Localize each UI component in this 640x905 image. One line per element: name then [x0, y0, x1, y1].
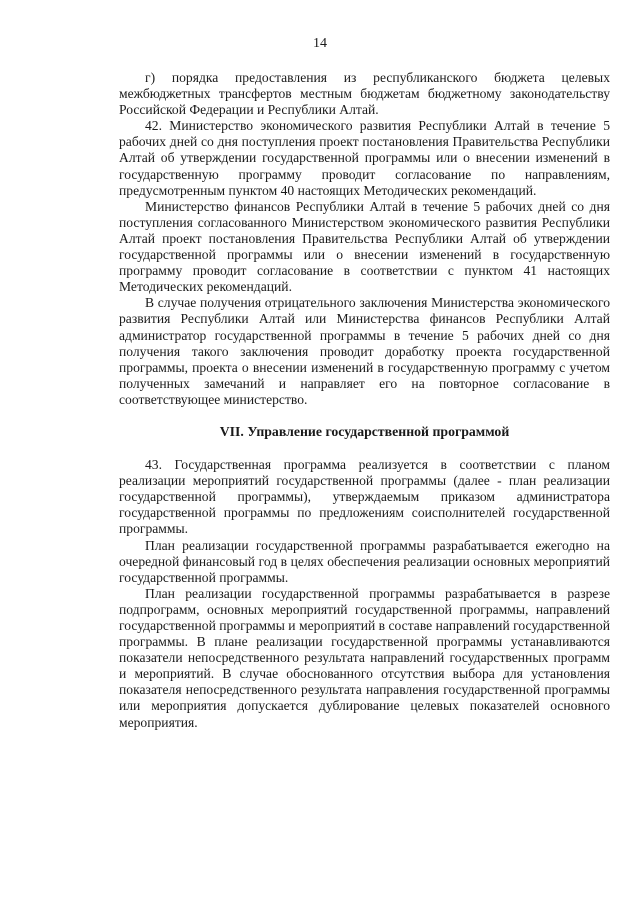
page-number: 14: [313, 36, 327, 51]
paragraph-42-economic-ministry: 42. Министерство экономического развития Республики Алтай в течение 5 рабочих дней со дня поступления проект постановления Правительства Республики Алтай об утверждении государственной программы или о внесении изменений в государственную программу проводит согласование по направлениям, предусмотренным пунктом 40 настоящих Методических рекомендаций.: [119, 118, 610, 198]
paragraph-plan-annual: План реализации государственной программы разрабатывается ежегодно на очередной финансовый год в целях обеспечения реализации основных мероприятий государственной программы.: [119, 537, 610, 585]
document-body: [119, 70, 610, 731]
paragraph-43-implementation: 43. Государственная программа реализуется в соответствии с планом реализации мероприятий государственной программы (далее - план реализации государственной программы), утверждаемым приказом администратора государственной программы по предложениям соисполнителей государственной программы.: [119, 457, 610, 537]
paragraph-finance-ministry: Министерство финансов Республики Алтай в течение 5 рабочих дней со дня поступления согласованного Министерством экономического развития Республики Алтай проект постановления Правительства Республики Алтай об утверждении государственной программы или о внесении изменений в государственную программу проводит согласование в соответствии с пунктом 41 настоящих Методических рекомендаций.: [119, 198, 610, 295]
paragraph-plan-structure: План реализации государственной программы разрабатывается в разрезе подпрограмм, основных мероприятий государственной программы, направлений государственной программы и мероприятий в составе направлений государственной программы. В плане реализации государственной программы устанавливаются показатели непосредственного результата направлений государственных программ и мероприятий. В случае обоснованного отсутствия выбора для установления показателя непосредственного результата направления государственной программы или мероприятия допускается дублирование целевых показателей основного мероприятия.: [119, 585, 611, 730]
paragraph-negative-conclusion: В случае получения отрицательного заключения Министерства экономического развития Республики Алтай или Министерства финансов Республики Алтай администратор государственной программы в течение 5 рабочих дней со дня получения такого заключения проводит доработку проекта государственной программы, проекта о внесении изменений в государственную программу с учетом полученных замечаний и направляет его на повторное согласование в соответствующее министерство.: [119, 295, 610, 407]
section-heading: VII. Управление государственной программой: [219, 423, 510, 439]
paragraph-budget-transfers: г) порядка предоставления из республиканского бюджета целевых межбюджетных трансфертов местным бюджетам бюджетному законодательству Российской Федерации и Республики Алтай.: [119, 70, 610, 118]
